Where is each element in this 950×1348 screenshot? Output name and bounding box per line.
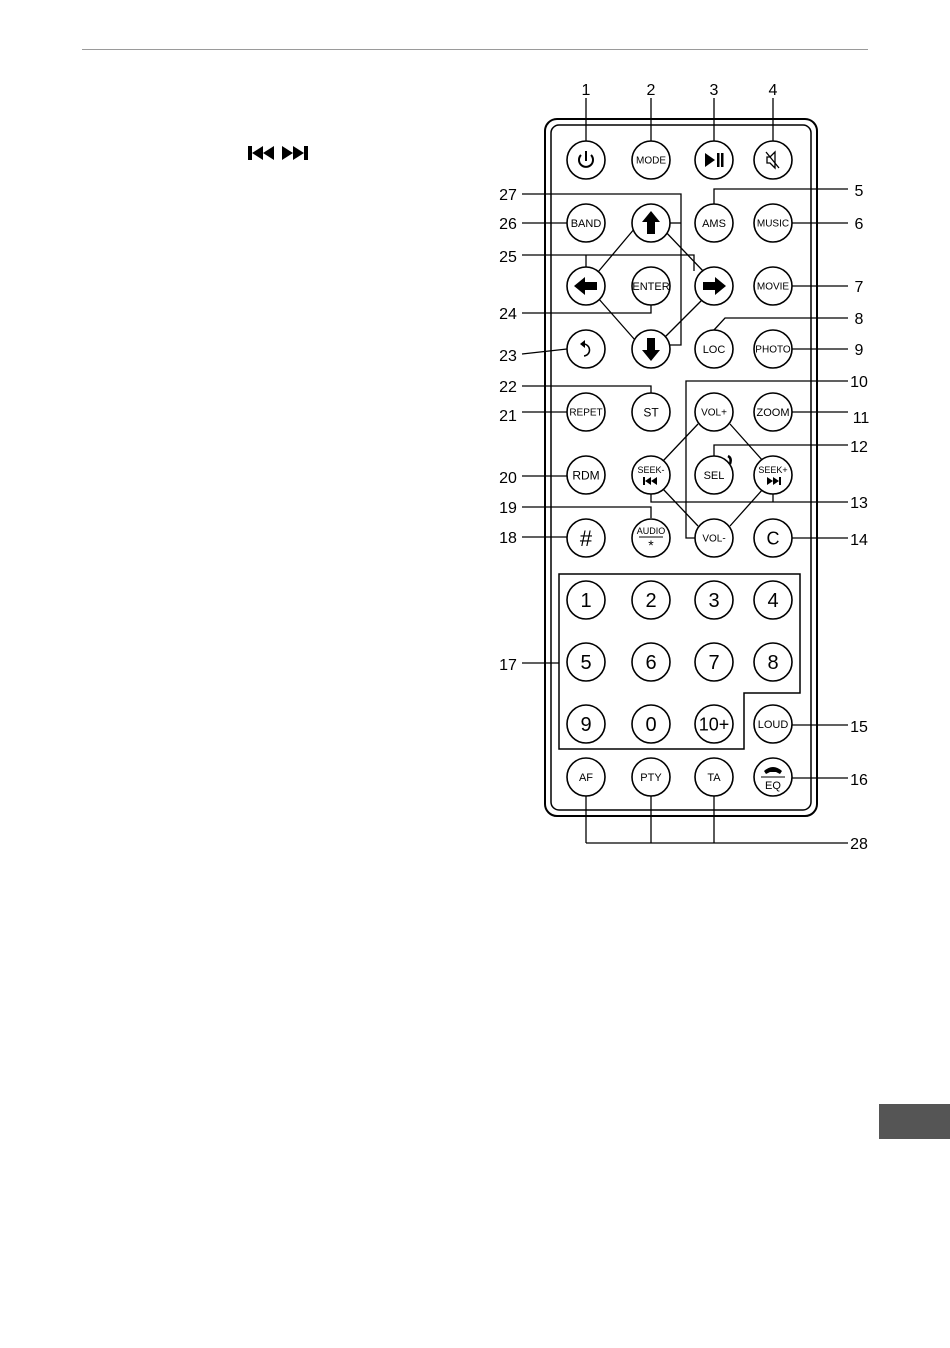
callout-5: 5 — [854, 183, 864, 200]
num4-label: 4 — [767, 590, 779, 613]
band-button[interactable] — [567, 204, 605, 242]
band-label: BAND — [570, 217, 602, 230]
callout-27: 27 — [499, 187, 517, 204]
callout-28: 28 — [850, 836, 868, 853]
enter-button[interactable] — [632, 267, 670, 305]
num1-label: 1 — [580, 590, 592, 613]
num10plus-button[interactable] — [695, 705, 733, 743]
mode-button[interactable] — [632, 141, 670, 179]
num9-button[interactable] — [567, 705, 605, 743]
loc-button[interactable] — [695, 330, 733, 368]
hash-button[interactable] — [567, 519, 605, 557]
callout-10: 10 — [850, 374, 868, 391]
callout-11: 11 — [852, 410, 870, 427]
num8-button[interactable] — [754, 643, 792, 681]
right-button[interactable] — [695, 267, 733, 305]
callout-25: 25 — [499, 249, 517, 266]
zoom-button[interactable] — [754, 393, 792, 431]
music-label: MUSIC — [756, 218, 790, 230]
pty-label: PTY — [640, 771, 662, 784]
num9-label: 9 — [580, 714, 592, 737]
num5-label: 5 — [580, 652, 592, 675]
sel-label: SEL — [703, 469, 725, 482]
num0-label: 0 — [645, 714, 657, 737]
num10plus-label: 10+ — [698, 714, 730, 735]
mute-button[interactable] — [754, 141, 792, 179]
left-button[interactable] — [567, 267, 605, 305]
num2-label: 2 — [645, 590, 657, 613]
callout-13: 13 — [850, 495, 868, 512]
num6-label: 6 — [645, 652, 657, 675]
callout-1: 1 — [581, 82, 591, 99]
mode-label: MODE — [636, 155, 666, 167]
rdm-label: RDM — [572, 468, 600, 483]
audio-button[interactable] — [632, 519, 670, 557]
repet-button[interactable] — [567, 393, 605, 431]
num2-button[interactable] — [632, 581, 670, 619]
callout-22: 22 — [499, 379, 517, 396]
callout-7: 7 — [854, 279, 864, 296]
back-button[interactable] — [567, 330, 605, 368]
enter-label: ENTER — [632, 280, 670, 293]
st-button[interactable] — [632, 393, 670, 431]
sel-button[interactable] — [695, 456, 733, 494]
af-button[interactable] — [567, 758, 605, 796]
zoom-label: ZOOM — [756, 406, 790, 419]
eq-button[interactable] — [754, 758, 792, 796]
num8-label: 8 — [767, 652, 779, 675]
audio-label: AUDIO — [636, 526, 666, 536]
c-button[interactable] — [754, 519, 792, 557]
movie-label: MOVIE — [756, 281, 790, 293]
ta-button[interactable] — [695, 758, 733, 796]
seek-plus-label: SEEK+ — [758, 465, 788, 475]
callout-8: 8 — [854, 311, 864, 328]
ams-label: AMS — [702, 217, 726, 230]
num1-button[interactable] — [567, 581, 605, 619]
ta-label: TA — [707, 771, 721, 784]
loc-label: LOC — [702, 343, 726, 356]
vol-down-label: VOL- — [702, 533, 726, 545]
num3-label: 3 — [708, 590, 720, 613]
num0-button[interactable] — [632, 705, 670, 743]
down-button[interactable] — [632, 330, 670, 368]
vol-down-button[interactable] — [695, 519, 733, 557]
music-button[interactable] — [754, 204, 792, 242]
af-label: AF — [578, 771, 594, 784]
num3-button[interactable] — [695, 581, 733, 619]
photo-button[interactable] — [754, 330, 792, 368]
num4-button[interactable] — [754, 581, 792, 619]
callout-19: 19 — [499, 500, 517, 517]
callout-3: 3 — [709, 82, 719, 99]
movie-button[interactable] — [754, 267, 792, 305]
num7-button[interactable] — [695, 643, 733, 681]
callout-18: 18 — [499, 530, 517, 547]
callout-2: 2 — [646, 82, 656, 99]
play-pause-button[interactable] — [695, 141, 733, 179]
num6-button[interactable] — [632, 643, 670, 681]
callout-26: 26 — [499, 216, 517, 233]
callout-21: 21 — [499, 408, 517, 425]
callout-16: 16 — [850, 772, 868, 789]
callout-20: 20 — [499, 470, 517, 487]
c-label: C — [766, 528, 780, 549]
loud-button[interactable] — [754, 705, 792, 743]
seek-plus-button[interactable] — [754, 456, 792, 494]
callout-14: 14 — [850, 532, 868, 549]
callout-15: 15 — [850, 719, 868, 736]
callout-4: 4 — [768, 82, 778, 99]
power-button[interactable] — [567, 141, 605, 179]
num5-button[interactable] — [567, 643, 605, 681]
callout-12: 12 — [850, 439, 868, 456]
num7-label: 7 — [708, 652, 720, 675]
st-label: ST — [643, 405, 659, 420]
callout-23: 23 — [499, 348, 517, 365]
ams-button[interactable] — [695, 204, 733, 242]
vol-up-button[interactable] — [695, 393, 733, 431]
button-circle — [754, 456, 792, 494]
repet-label: REPET — [569, 407, 603, 419]
callout-17: 17 — [499, 657, 517, 674]
callout-6: 6 — [854, 216, 864, 233]
loud-label: LOUD — [757, 718, 789, 731]
rdm-button[interactable] — [567, 456, 605, 494]
seek-minus-label: SEEK- — [637, 465, 665, 475]
button-circle — [632, 456, 670, 494]
star-label: * — [648, 537, 654, 553]
callout-24: 24 — [499, 306, 517, 323]
vol-up-label: VOL+ — [701, 407, 727, 419]
seek-minus-button[interactable] — [632, 456, 670, 494]
callout-9: 9 — [854, 342, 864, 359]
button-circle — [567, 330, 605, 368]
hash-label: # — [579, 525, 593, 551]
photo-label: PHOTO — [755, 344, 791, 356]
pty-button[interactable] — [632, 758, 670, 796]
up-button[interactable] — [632, 204, 670, 242]
eq-label: EQ — [765, 780, 781, 792]
